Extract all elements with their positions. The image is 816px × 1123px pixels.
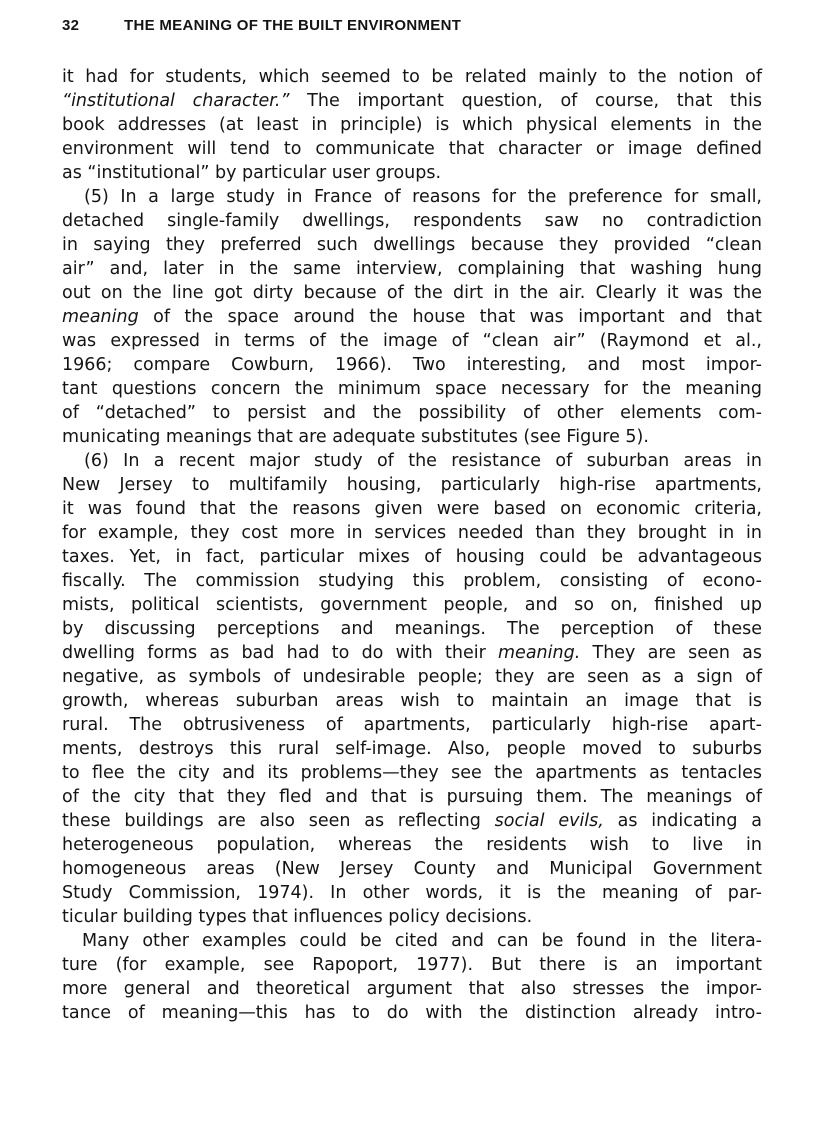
text-segment: New Jersey to multifamily housing, particularly high-rise apartments, xyxy=(62,475,762,495)
text-segment: of the city that they fled and that is pursuing them. The meanings of xyxy=(62,787,762,807)
text-segment: The important question, of course, that this xyxy=(289,91,762,111)
text-line xyxy=(62,617,762,641)
text-segment: to flee the city and its problems—they see the apartments as tentacles xyxy=(62,763,762,783)
text-line xyxy=(62,305,762,329)
text-line xyxy=(62,737,762,761)
text-segment: mists, political scientists, government people, and so on, finished up xyxy=(62,595,762,615)
text-line xyxy=(62,209,762,233)
text-segment: environment will tend to communicate that character or image defined xyxy=(62,139,762,159)
text-line xyxy=(62,881,762,905)
text-line xyxy=(62,497,762,521)
text-line xyxy=(62,1001,762,1025)
text-segment: dwelling forms as bad had to do with their xyxy=(62,643,498,663)
text-segment: heterogeneous population, whereas the residents wish to live in xyxy=(62,835,762,855)
page-number: 32 xyxy=(62,17,80,34)
italic-text: social evils, xyxy=(494,811,604,831)
text-segment: more general and theoretical argument that also stresses the impor- xyxy=(62,979,762,999)
text-line xyxy=(62,353,762,377)
text-line xyxy=(62,641,762,665)
text-line xyxy=(62,569,762,593)
text-segment: ments, destroys this rural self-image. Also, people moved to suburbs xyxy=(62,739,762,759)
text-line xyxy=(62,761,762,785)
text-line xyxy=(62,185,762,209)
text-segment: detached single-family dwellings, respondents saw no contradiction xyxy=(62,211,762,231)
text-line xyxy=(62,329,762,353)
text-line xyxy=(62,833,762,857)
text-segment: ticular building types that influences policy decisions. xyxy=(62,907,533,927)
text-line xyxy=(62,233,762,257)
text-line xyxy=(62,281,762,305)
text-line xyxy=(62,977,762,1001)
text-segment: (6) In a recent major study of the resistance of suburban areas in xyxy=(84,451,762,471)
text-line xyxy=(62,425,762,449)
text-segment: homogeneous areas (New Jersey County and Municipal Government xyxy=(62,859,762,879)
text-line xyxy=(62,473,762,497)
text-line xyxy=(62,449,762,473)
italic-text: “institutional character.” xyxy=(62,91,290,111)
text-segment: Study Commission, 1974). In other words, it is the meaning of par- xyxy=(62,883,762,903)
text-segment: ture (for example, see Rapoport, 1977). But there is an important xyxy=(62,955,762,975)
text-line xyxy=(62,689,762,713)
text-line xyxy=(62,401,762,425)
text-segment: book addresses (at least in principle) is which physical elements in the xyxy=(62,115,762,135)
text-segment: it was found that the reasons given were based on economic criteria, xyxy=(62,499,762,519)
text-line xyxy=(62,257,762,281)
text-segment: of the space around the house that was important and that xyxy=(138,307,762,327)
text-line xyxy=(62,713,762,737)
text-line xyxy=(62,113,762,137)
text-line xyxy=(62,785,762,809)
text-segment: as indicating a xyxy=(603,811,763,831)
text-segment: taxes. Yet, in fact, particular mixes of housing could be advantageous xyxy=(62,547,762,567)
text-segment: negative, as symbols of undesirable people; they are seen as a sign of xyxy=(62,667,762,687)
text-segment: in saying they preferred such dwellings because they provided “clean xyxy=(62,235,762,255)
text-segment: (5) In a large study in France of reasons for the preference for small, xyxy=(84,187,762,207)
running-header xyxy=(62,17,461,34)
text-line xyxy=(62,161,762,185)
text-segment: tance of meaning—this has to do with the distinction already intro- xyxy=(62,1003,762,1023)
italic-text: meaning xyxy=(62,307,139,327)
text-line xyxy=(62,89,762,113)
text-line xyxy=(62,65,762,89)
text-segment: it had for students, which seemed to be related mainly to the notion of xyxy=(62,67,762,87)
text-line xyxy=(62,929,762,953)
text-segment: of “detached” to persist and the possibility of other elements com- xyxy=(62,403,762,423)
text-line xyxy=(62,665,762,689)
text-segment: tant questions concern the minimum space necessary for the meaning xyxy=(62,379,762,399)
text-segment: rural. The obtrusiveness of apartments, particularly high-rise apart- xyxy=(62,715,762,735)
text-line xyxy=(62,857,762,881)
text-line xyxy=(62,545,762,569)
text-line xyxy=(62,593,762,617)
text-segment: municating meanings that are adequate substitutes (see Figure 5). xyxy=(62,427,649,447)
text-line xyxy=(62,137,762,161)
text-line xyxy=(62,953,762,977)
text-segment: was expressed in terms of the image of “clean air” (Raymond et al., xyxy=(62,331,762,351)
running-title: THE MEANING OF THE BUILT ENVIRONMENT xyxy=(124,17,462,34)
text-segment: growth, whereas suburban areas wish to maintain an image that is xyxy=(62,691,762,711)
text-line xyxy=(62,377,762,401)
text-segment: for example, they cost more in services needed than they brought in in xyxy=(62,523,762,543)
text-segment: 1966; compare Cowburn, 1966). Two interesting, and most impor- xyxy=(62,355,762,375)
text-segment: these buildings are also seen as reflecting xyxy=(62,811,495,831)
text-line xyxy=(62,905,762,929)
text-segment: air” and, later in the same interview, complaining that washing hung xyxy=(62,259,762,279)
text-segment: fiscally. The commission studying this problem, consisting of econo- xyxy=(62,571,762,591)
italic-text: meaning. xyxy=(498,643,581,663)
text-segment: out on the line got dirty because of the dirt in the air. Clearly it was the xyxy=(62,283,762,303)
text-line xyxy=(62,809,762,833)
text-segment: by discussing perceptions and meanings. The perception of these xyxy=(62,619,762,639)
text-segment: They are seen as xyxy=(580,643,762,663)
text-line xyxy=(62,521,762,545)
text-segment: Many other examples could be cited and can be found in the litera- xyxy=(82,931,762,951)
body-text xyxy=(62,65,762,1025)
text-segment: as “institutional” by particular user groups. xyxy=(62,163,442,183)
